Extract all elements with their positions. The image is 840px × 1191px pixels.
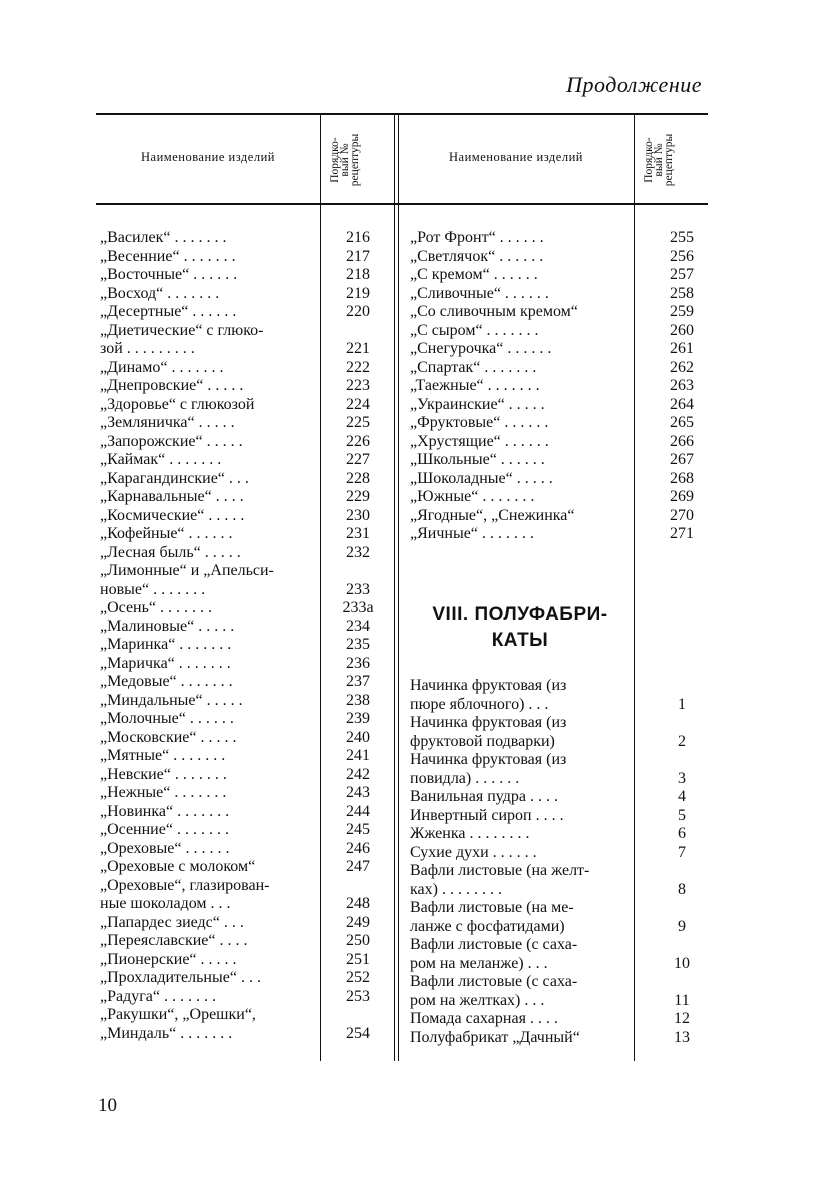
table-row <box>100 655 390 674</box>
recipe-number: 250 <box>346 932 370 949</box>
table-row <box>100 525 390 544</box>
product-name: „Восточные“ . . . . . . <box>100 266 238 283</box>
recipe-number: 234 <box>346 617 370 635</box>
product-name: „Восход“ . . . . . . . <box>100 284 220 302</box>
product-name: „Запорожские“ . . . . . <box>100 432 243 450</box>
product-name: „Переяславские“ . . . . <box>100 932 248 949</box>
recipe-number: 240 <box>346 728 370 746</box>
table-row <box>100 359 390 378</box>
recipe-number: 9 <box>678 917 686 935</box>
recipe-number: 235 <box>346 636 370 653</box>
table-row <box>410 696 700 715</box>
product-name: „Прохладительные“ . . . <box>100 969 261 986</box>
table-row <box>410 266 700 285</box>
recipe-number: 268 <box>670 469 694 487</box>
product-name: „Медовые“ . . . . . . . <box>100 673 233 690</box>
recipe-number: 217 <box>346 247 370 265</box>
table-row <box>410 303 700 322</box>
recipe-number: 236 <box>346 654 370 672</box>
product-name: „Ракушки“, „Орешки“, <box>100 1006 256 1023</box>
table-row <box>410 488 700 507</box>
product-name: „Папардес зиедс“ . . . <box>100 913 244 931</box>
page-number: 10 <box>98 1095 117 1116</box>
product-name: „Яичные“ . . . . . . . <box>410 525 534 542</box>
product-name: „Лимонные“ и „Апельси- <box>100 562 274 579</box>
product-name: „Ореховые с молоком“ <box>100 858 256 875</box>
table-row <box>410 359 700 378</box>
product-name: зой . . . . . . . . . <box>100 340 195 357</box>
table-row <box>410 973 700 992</box>
product-name: „Московские“ . . . . . <box>100 728 237 746</box>
recipe-number: 254 <box>346 1024 370 1042</box>
product-name: „Рот Фронт“ . . . . . . <box>410 229 544 246</box>
recipe-number: 237 <box>346 673 370 690</box>
product-name: „Василек“ . . . . . . . <box>100 229 227 246</box>
recipe-number: 261 <box>670 340 694 357</box>
table-row <box>100 303 390 322</box>
table-row <box>410 322 700 341</box>
product-name: „Кофейные“ . . . . . . <box>100 525 233 542</box>
recipe-number: 4 <box>678 788 686 805</box>
product-name: „Пионерские“ . . . . . <box>100 950 237 968</box>
product-name: „Хрустящие“ . . . . . . <box>410 432 549 450</box>
recipe-number: 223 <box>346 377 370 394</box>
recipe-number: 247 <box>346 858 370 875</box>
product-name: „Ореховые“, глазирован- <box>100 876 270 894</box>
table-row <box>410 918 700 937</box>
table-row <box>410 992 700 1011</box>
product-name: Вафли листовые (с саха- <box>410 936 578 953</box>
product-name: „Новинка“ . . . . . . . <box>100 802 230 820</box>
table-row <box>100 414 390 433</box>
product-name: „Лесная быль“ . . . . . <box>100 543 241 561</box>
table-row <box>100 340 390 359</box>
table-row <box>410 507 700 526</box>
table-row <box>100 766 390 785</box>
product-name: „Нежные“ . . . . . . . <box>100 784 227 801</box>
recipe-number: 5 <box>678 806 686 824</box>
recipe-number: 222 <box>346 358 370 376</box>
section-heading: VIII. ПОЛУФАБРИ- КАТЫ <box>432 604 608 651</box>
table-row <box>100 932 390 951</box>
product-name: „Карнавальные“ . . . . <box>100 488 244 505</box>
table-row <box>410 677 700 696</box>
table-row <box>100 544 390 563</box>
table-row <box>100 581 390 600</box>
product-name: „Радуга“ . . . . . . . <box>100 987 217 1005</box>
table-row <box>410 285 700 304</box>
recipe-number: 228 <box>346 469 370 487</box>
recipe-number: 242 <box>346 765 370 783</box>
product-name: „Космические“ . . . . . <box>100 506 245 524</box>
product-name: „Осенние“ . . . . . . . <box>100 821 229 838</box>
column-divider <box>398 113 399 1061</box>
table-row <box>100 803 390 822</box>
table-row <box>100 840 390 859</box>
header-number-left: Порядко- вый № рецептуры <box>329 133 361 187</box>
header-name-right: Наименование изделий <box>449 150 583 164</box>
product-name: „Украинские“ . . . . . <box>410 395 545 413</box>
product-name: „Мятные“ . . . . . . . <box>100 747 226 764</box>
table-row <box>100 692 390 711</box>
recipe-number: 12 <box>674 1010 690 1027</box>
table-row <box>410 751 700 770</box>
product-name: Начинка фруктовая (из <box>410 751 567 768</box>
product-name: „Молочные“ . . . . . . <box>100 710 234 727</box>
table-row <box>100 248 390 267</box>
table-row <box>100 858 390 877</box>
table-row <box>410 1029 700 1048</box>
recipe-number: 271 <box>670 525 694 542</box>
recipe-number: 7 <box>678 843 686 861</box>
product-name: „Маринка“ . . . . . . . <box>100 636 232 653</box>
product-name: пюре яблочного) . . . <box>410 695 549 713</box>
recipe-number: 270 <box>670 506 694 524</box>
recipe-number: 219 <box>346 284 370 302</box>
table-row <box>410 396 700 415</box>
product-name: Вафли листовые (на желт- <box>410 862 590 879</box>
table-row <box>100 451 390 470</box>
table-row <box>100 636 390 655</box>
product-name: ром на меланже) . . . <box>410 954 548 972</box>
table-row <box>410 714 700 733</box>
product-name: ные шоколадом . . . <box>100 895 231 912</box>
table-row <box>100 969 390 988</box>
recipe-number: 232 <box>346 543 370 561</box>
semi-products-rows <box>410 677 700 1047</box>
product-name: Сухие духи . . . . . . <box>410 843 537 861</box>
product-name: новые“ . . . . . . . <box>100 580 206 598</box>
product-name: „Сливочные“ . . . . . . <box>410 284 549 302</box>
product-name: „Шоколадные“ . . . . . <box>410 469 553 487</box>
product-name: „Миндаль“ . . . . . . . <box>100 1024 233 1042</box>
product-name: „Здоровье“ с глюкозой <box>100 395 255 413</box>
product-name: фруктовой подварки) <box>410 732 555 750</box>
product-name: „Десертные“ . . . . . . <box>100 303 237 320</box>
table-row <box>100 470 390 489</box>
table-row <box>100 618 390 637</box>
product-name: „Ореховые“ . . . . . . <box>100 839 230 857</box>
table-row <box>100 747 390 766</box>
recipe-number: 253 <box>346 987 370 1005</box>
recipe-number: 226 <box>346 432 370 450</box>
product-name: „Светлячок“ . . . . . . <box>410 247 544 265</box>
recipe-number: 13 <box>674 1028 690 1046</box>
recipe-number: 227 <box>346 451 370 468</box>
table-row <box>410 770 700 789</box>
table-row <box>100 488 390 507</box>
table-row <box>100 877 390 896</box>
recipe-number: 230 <box>346 506 370 524</box>
product-name: „Невские“ . . . . . . . <box>100 765 227 783</box>
table-row <box>410 414 700 433</box>
recipe-number: 245 <box>346 821 370 838</box>
recipe-number: 251 <box>346 950 370 968</box>
product-name: „Миндальные“ . . . . . <box>100 691 243 709</box>
table-header-rule <box>96 203 708 205</box>
table-row <box>100 599 390 618</box>
product-name: Жженка . . . . . . . . <box>410 825 530 842</box>
recipe-number: 248 <box>346 895 370 912</box>
recipe-number: 10 <box>674 954 690 972</box>
recipe-number: 231 <box>346 525 370 542</box>
left-column-rows <box>100 229 390 1043</box>
product-name: „Спартак“ . . . . . . . <box>410 358 537 376</box>
recipe-number: 269 <box>670 488 694 505</box>
table-row <box>410 377 700 396</box>
table-row <box>410 433 700 452</box>
table-row <box>410 807 700 826</box>
product-name: „Динамо“ . . . . . . . <box>100 358 224 376</box>
recipe-number: 246 <box>346 839 370 857</box>
recipe-number: 265 <box>670 414 694 431</box>
recipe-number: 260 <box>670 321 694 339</box>
table-row <box>100 229 390 248</box>
table-row <box>100 1025 390 1044</box>
table-row <box>100 322 390 341</box>
recipe-number: 224 <box>346 395 370 413</box>
recipe-number: 225 <box>346 414 370 431</box>
product-name: „С сыром“ . . . . . . . <box>410 321 539 339</box>
product-name: „Маричка“ . . . . . . . <box>100 654 231 672</box>
product-name: „Фруктовые“ . . . . . . <box>410 414 549 431</box>
table-row <box>410 451 700 470</box>
recipe-number: 8 <box>678 880 686 898</box>
product-name: „Снегурочка“ . . . . . . <box>410 340 552 357</box>
table-row <box>100 895 390 914</box>
table-row <box>100 988 390 1007</box>
table-row <box>410 248 700 267</box>
product-name: Начинка фруктовая (из <box>410 677 567 694</box>
product-name: Вафли листовые (на ме- <box>410 899 574 916</box>
product-name: Помада сахарная . . . . <box>410 1010 558 1027</box>
product-name: Ванильная пудра . . . . <box>410 788 558 805</box>
table-row <box>100 396 390 415</box>
product-name: Полуфабрикат „Дачный“ <box>410 1028 580 1046</box>
recipe-number: 216 <box>346 229 370 246</box>
recipe-number: 238 <box>346 691 370 709</box>
recipe-number: 243 <box>346 784 370 801</box>
right-column-rows <box>410 229 700 544</box>
product-name: Вафли листовые (с саха- <box>410 973 578 990</box>
recipe-number: 255 <box>670 229 694 246</box>
recipe-number: 2 <box>678 732 686 750</box>
product-name: „Весенние“ . . . . . . . <box>100 247 236 265</box>
recipe-number: 11 <box>674 991 690 1009</box>
table-row <box>410 825 700 844</box>
table-row <box>100 821 390 840</box>
recipe-number: 263 <box>670 377 694 394</box>
recipe-number: 6 <box>678 825 686 842</box>
product-name: ках) . . . . . . . . <box>410 880 502 898</box>
column-divider <box>394 113 395 1061</box>
recipe-number: 256 <box>670 247 694 265</box>
table-row <box>100 377 390 396</box>
product-name: „Таежные“ . . . . . . . <box>410 377 540 394</box>
table-row <box>410 936 700 955</box>
header-name-left: Наименование изделий <box>141 150 275 164</box>
product-name: „Земляничка“ . . . . . <box>100 414 235 431</box>
table-row <box>100 1006 390 1025</box>
recipe-number: 221 <box>346 340 370 357</box>
table-row <box>410 1010 700 1029</box>
product-name: ланже с фосфатидами) <box>410 917 565 935</box>
table-row <box>100 951 390 970</box>
product-name: „Осень“ . . . . . . . <box>100 599 213 616</box>
table-row <box>410 862 700 881</box>
product-name: „Ягодные“, „Снежинка“ <box>410 506 575 524</box>
recipe-number: 1 <box>678 695 686 713</box>
recipe-number: 258 <box>670 284 694 302</box>
recipe-number: 233а <box>342 599 374 616</box>
recipe-number: 262 <box>670 358 694 376</box>
table-row <box>410 899 700 918</box>
product-name: „Малиновые“ . . . . . <box>100 617 235 635</box>
recipe-number: 3 <box>678 769 686 787</box>
product-name: повидла) . . . . . . <box>410 769 520 787</box>
table-row <box>100 285 390 304</box>
recipe-number: 218 <box>346 266 370 283</box>
table-row <box>100 729 390 748</box>
table-row <box>410 844 700 863</box>
product-name: „Диетические“ с глюко- <box>100 321 264 339</box>
table-row <box>410 470 700 489</box>
table-row <box>100 673 390 692</box>
product-name: Инвертный сироп . . . . <box>410 806 564 824</box>
product-name: ром на желтках) . . . <box>410 991 545 1009</box>
product-name: „С кремом“ . . . . . . <box>410 266 538 283</box>
header-number-right: Порядко- вый № рецептуры <box>643 133 675 187</box>
continuation-label: Продолжение <box>566 72 702 97</box>
product-name: „Южные“ . . . . . . . <box>410 488 535 505</box>
table-row <box>410 340 700 359</box>
recipe-number: 257 <box>670 266 694 283</box>
product-name: Начинка фруктовая (из <box>410 714 567 731</box>
recipe-number: 266 <box>670 432 694 450</box>
table-row <box>100 507 390 526</box>
recipe-number: 233 <box>346 580 370 598</box>
recipe-number: 239 <box>346 710 370 727</box>
recipe-number: 220 <box>346 303 370 320</box>
recipe-number: 249 <box>346 913 370 931</box>
table-row <box>410 788 700 807</box>
table-row <box>410 733 700 752</box>
recipe-number: 252 <box>346 969 370 986</box>
table-row <box>410 229 700 248</box>
table-row <box>100 784 390 803</box>
table-row <box>410 525 700 544</box>
product-name: „Каймак“ . . . . . . . <box>100 451 222 468</box>
recipe-number: 229 <box>346 488 370 505</box>
table-row <box>100 433 390 452</box>
product-name: „Школьные“ . . . . . . <box>410 451 545 468</box>
product-name: „Со сливочным кремом“ <box>410 303 578 320</box>
table-row <box>410 955 700 974</box>
recipe-number: 259 <box>670 303 694 320</box>
recipe-number: 244 <box>346 802 370 820</box>
recipe-number: 267 <box>670 451 694 468</box>
table-row <box>410 881 700 900</box>
table-top-rule <box>96 113 708 115</box>
recipe-number: 264 <box>670 395 694 413</box>
table-row <box>100 562 390 581</box>
table-row <box>100 710 390 729</box>
product-name: „Днепровские“ . . . . . <box>100 377 244 394</box>
product-name: „Карагандинские“ . . . <box>100 469 249 487</box>
table-row <box>100 266 390 285</box>
table-row <box>100 914 390 933</box>
recipe-number: 241 <box>346 747 370 764</box>
